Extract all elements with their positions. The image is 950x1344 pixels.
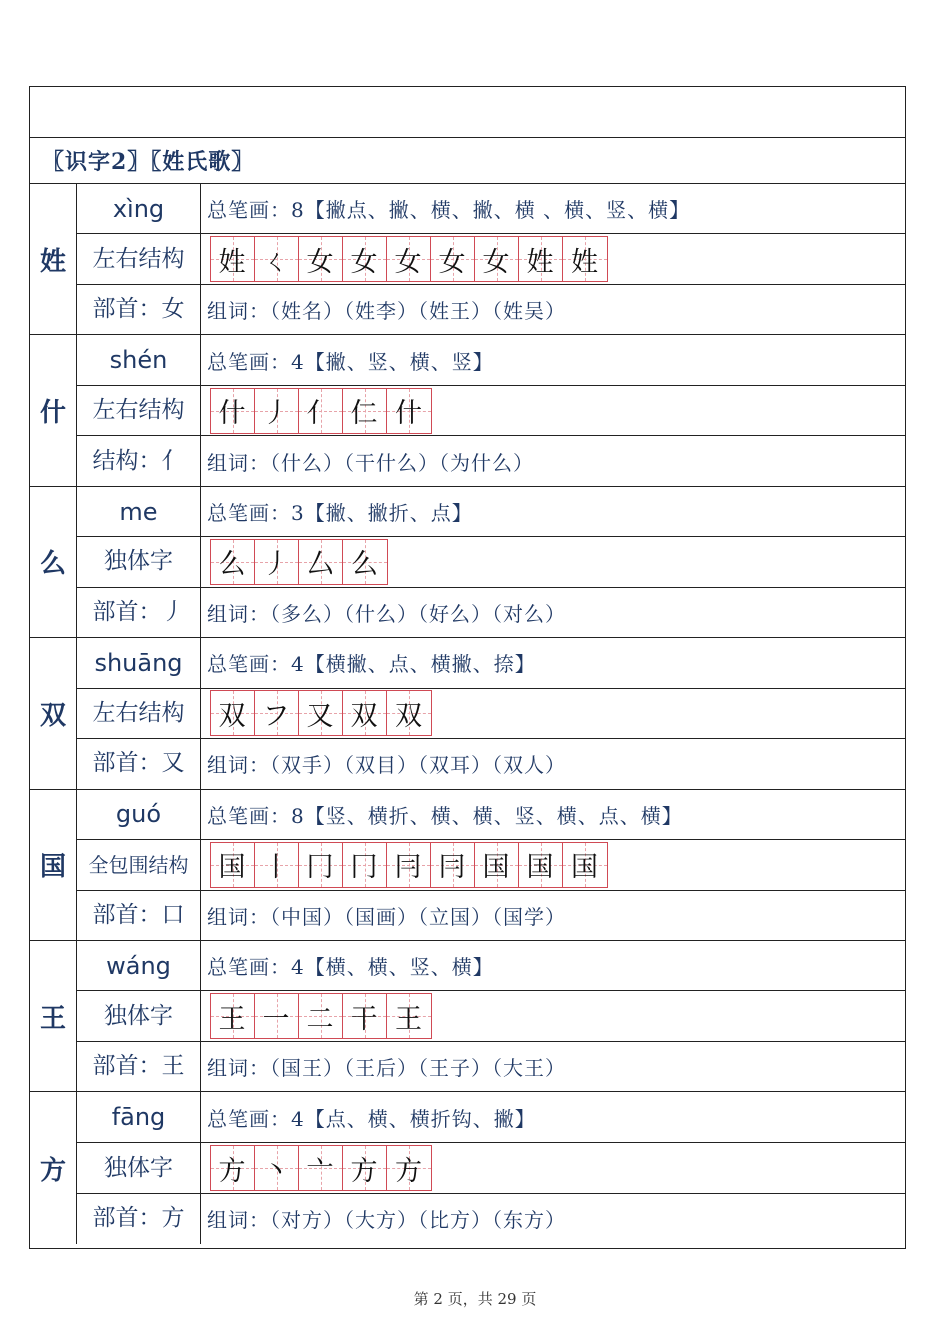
stroke-order-box	[211, 691, 255, 735]
structure-row	[77, 840, 905, 890]
stroke-order-box	[475, 843, 519, 887]
radical-label: 结构：亻	[77, 436, 201, 485]
radical-label: 部首：方	[77, 1194, 201, 1244]
stroke-order-box	[343, 389, 387, 433]
radical-row	[77, 891, 905, 940]
structure-label: 独体字	[77, 991, 201, 1040]
pinyin: wáng	[77, 941, 201, 990]
pinyin-row	[77, 941, 905, 991]
stroke-order-box	[519, 237, 563, 281]
stroke-order-box	[299, 540, 343, 584]
stroke-count-text: 总笔画：8【撇点、撇、横、撇、横 、横、竖、横】	[207, 198, 691, 223]
stroke-step-glyph: 王	[218, 1003, 247, 1035]
stroke-step-glyph: 方	[218, 1155, 247, 1187]
stroke-step-glyph: 女	[394, 246, 423, 278]
stroke-count-text: 总笔画：4【横、横、竖、横】	[207, 955, 494, 980]
word-examples: 组词：（多么）（什么）（好么）（对么）	[207, 601, 566, 626]
stroke-order-box	[211, 1146, 255, 1190]
word-examples: 组词：（对方）（大方）（比方）（东方）	[207, 1208, 566, 1233]
stroke-order-box	[255, 994, 299, 1038]
stroke-step-glyph: 干	[350, 1003, 379, 1035]
stroke-step-glyph: 国	[526, 852, 555, 884]
stroke-order-box	[387, 994, 431, 1038]
character-entries	[30, 184, 905, 1244]
stroke-order-box	[299, 1146, 343, 1190]
page-footer: 第 2 页，共 29 页	[413, 1290, 537, 1308]
stroke-order-box	[343, 237, 387, 281]
stroke-step-glyph: 亠	[306, 1155, 335, 1187]
stroke-order-box	[387, 691, 431, 735]
stroke-step-glyph: 又	[306, 700, 335, 732]
stroke-order-box	[299, 389, 343, 433]
stroke-order-box	[387, 843, 431, 887]
structure-label: 全包围结构	[77, 840, 201, 889]
stroke-step-glyph: 双	[395, 700, 423, 732]
stroke-step-glyph: 冂	[306, 852, 335, 884]
stroke-order-strip	[210, 690, 432, 736]
stroke-step-glyph: 什	[218, 398, 247, 430]
stroke-order-box	[387, 389, 431, 433]
character-cell: 方	[30, 1092, 77, 1243]
radical-row	[77, 739, 905, 788]
radical-label: 部首：口	[77, 891, 201, 940]
stroke-order-box	[475, 237, 519, 281]
radical-label: 部首：又	[77, 739, 201, 788]
pinyin-row	[77, 335, 905, 385]
stroke-order-box	[211, 237, 255, 281]
stroke-step-glyph: 二	[306, 1003, 335, 1035]
stroke-order-box	[211, 843, 255, 887]
pinyin-row	[77, 1092, 905, 1143]
stroke-order-strip	[210, 842, 608, 888]
stroke-step-glyph: 丿	[262, 398, 291, 430]
pinyin-row	[77, 638, 905, 688]
stroke-step-glyph: 方	[350, 1155, 379, 1187]
structure-label: 左右结构	[77, 386, 201, 435]
stroke-step-glyph: フ	[262, 700, 291, 732]
structure-label: 独体字	[77, 537, 201, 586]
stroke-order-strip	[210, 539, 388, 585]
pinyin-row	[77, 487, 905, 537]
stroke-step-glyph: 什	[395, 398, 423, 430]
character-entry	[30, 638, 905, 789]
character-entry	[30, 1092, 905, 1243]
structure-row	[77, 537, 905, 587]
character-cell: 么	[30, 487, 77, 637]
stroke-order-box	[211, 389, 255, 433]
stroke-count-text: 总笔画：3【撇、撇折、点】	[207, 501, 473, 526]
vocabulary-table	[29, 86, 906, 1249]
character-entry	[30, 335, 905, 486]
stroke-step-glyph: 国	[571, 852, 599, 884]
stroke-step-glyph: 女	[482, 246, 511, 278]
radical-row	[77, 285, 905, 334]
radical-row	[77, 1194, 905, 1244]
structure-row	[77, 991, 905, 1041]
stroke-step-glyph: 姓	[218, 246, 247, 278]
stroke-order-box	[343, 1146, 387, 1190]
stroke-order-box	[343, 540, 387, 584]
radical-row	[77, 588, 905, 637]
lesson-title: 〖识字2〗〖姓氏歌〗	[30, 138, 905, 184]
stroke-order-box	[255, 540, 299, 584]
stroke-order-box	[299, 237, 343, 281]
structure-row	[77, 234, 905, 284]
stroke-count-text: 总笔画：4【撇、竖、横、竖】	[207, 349, 494, 374]
word-examples: 组词：（双手）（双目）（双耳）（双人）	[207, 753, 566, 778]
stroke-step-glyph: 冃	[394, 852, 423, 884]
stroke-order-box	[387, 237, 431, 281]
character-cell: 姓	[30, 184, 77, 334]
pinyin: guó	[77, 790, 201, 839]
word-examples: 组词：（什么）（干什么）（为什么）	[207, 450, 534, 475]
word-examples: 组词：（姓名）（姓李）（姓王）（姓吴）	[207, 299, 566, 324]
stroke-order-box	[299, 994, 343, 1038]
stroke-step-glyph: 女	[438, 246, 467, 278]
character-entry	[30, 941, 905, 1092]
stroke-order-box	[255, 389, 299, 433]
pinyin-row	[77, 184, 905, 234]
stroke-step-glyph: ㄑ	[262, 246, 291, 278]
stroke-order-box	[343, 691, 387, 735]
stroke-step-glyph: 仁	[350, 398, 379, 430]
radical-row	[77, 1042, 905, 1091]
pinyin: xìng	[77, 184, 201, 233]
pinyin: me	[77, 487, 201, 536]
stroke-order-box	[255, 237, 299, 281]
structure-label: 左右结构	[77, 234, 201, 283]
stroke-step-glyph: 方	[395, 1155, 423, 1187]
pinyin: shén	[77, 335, 201, 384]
character-cell: 国	[30, 790, 77, 940]
stroke-step-glyph: 冃	[438, 852, 467, 884]
stroke-order-box	[211, 540, 255, 584]
stroke-step-glyph: 么	[351, 549, 379, 581]
character-entry	[30, 487, 905, 638]
stroke-step-glyph: 双	[218, 700, 247, 732]
table-header-blank-row	[30, 87, 905, 138]
stroke-order-box	[563, 237, 607, 281]
stroke-order-strip	[210, 1145, 432, 1191]
character-entry	[30, 184, 905, 335]
stroke-order-box	[255, 691, 299, 735]
stroke-order-strip	[210, 388, 432, 434]
stroke-order-box	[343, 994, 387, 1038]
stroke-order-box	[299, 843, 343, 887]
structure-row	[77, 386, 905, 436]
stroke-step-glyph: 女	[306, 246, 335, 278]
stroke-step-glyph: 丨	[262, 852, 291, 884]
stroke-count-text: 总笔画：8【竖、横折、横、横、竖、横、点、横】	[207, 803, 683, 828]
radical-label: 部首：丿	[77, 588, 201, 637]
structure-row	[77, 1143, 905, 1194]
stroke-count-text: 总笔画：4【横撇、点、横撇、捺】	[207, 652, 536, 677]
stroke-step-glyph: 姓	[571, 246, 599, 278]
stroke-step-glyph: 姓	[526, 246, 555, 278]
stroke-step-glyph: 国	[218, 852, 247, 884]
stroke-step-glyph: 国	[482, 852, 511, 884]
stroke-step-glyph: 丿	[262, 549, 291, 581]
stroke-order-box	[255, 843, 299, 887]
stroke-order-box	[343, 843, 387, 887]
radical-label: 部首：王	[77, 1042, 201, 1091]
stroke-order-box	[211, 994, 255, 1038]
stroke-step-glyph: 丶	[262, 1155, 291, 1187]
character-entry	[30, 790, 905, 941]
stroke-order-strip	[210, 236, 608, 282]
structure-label: 左右结构	[77, 689, 201, 738]
stroke-order-strip	[210, 993, 432, 1039]
word-examples: 组词：（中国）（国画）（立国）（国学）	[207, 904, 566, 929]
stroke-step-glyph: 双	[350, 700, 379, 732]
stroke-order-box	[255, 1146, 299, 1190]
structure-row	[77, 689, 905, 739]
structure-label: 独体字	[77, 1143, 201, 1193]
stroke-order-box	[431, 843, 475, 887]
stroke-step-glyph: 么	[218, 549, 247, 581]
stroke-step-glyph: 冂	[350, 852, 379, 884]
stroke-order-box	[299, 691, 343, 735]
radical-row	[77, 436, 905, 485]
stroke-order-box	[431, 237, 475, 281]
stroke-step-glyph: 王	[395, 1003, 423, 1035]
pinyin: shuāng	[77, 638, 201, 687]
stroke-order-box	[519, 843, 563, 887]
stroke-step-glyph: 亻	[306, 398, 335, 430]
stroke-step-glyph: 厶	[306, 549, 335, 581]
character-cell: 双	[30, 638, 77, 788]
pinyin: fāng	[77, 1092, 201, 1142]
stroke-count-text: 总笔画：4【点、横、横折钩、撇】	[207, 1106, 536, 1131]
stroke-step-glyph: 一	[262, 1003, 291, 1035]
stroke-order-box	[387, 1146, 431, 1190]
character-cell: 什	[30, 335, 77, 485]
radical-label: 部首：女	[77, 285, 201, 334]
word-examples: 组词：（国王）（王后）（王子）（大王）	[207, 1056, 566, 1081]
character-cell: 王	[30, 941, 77, 1091]
stroke-order-box	[563, 843, 607, 887]
stroke-step-glyph: 女	[350, 246, 379, 278]
pinyin-row	[77, 790, 905, 840]
